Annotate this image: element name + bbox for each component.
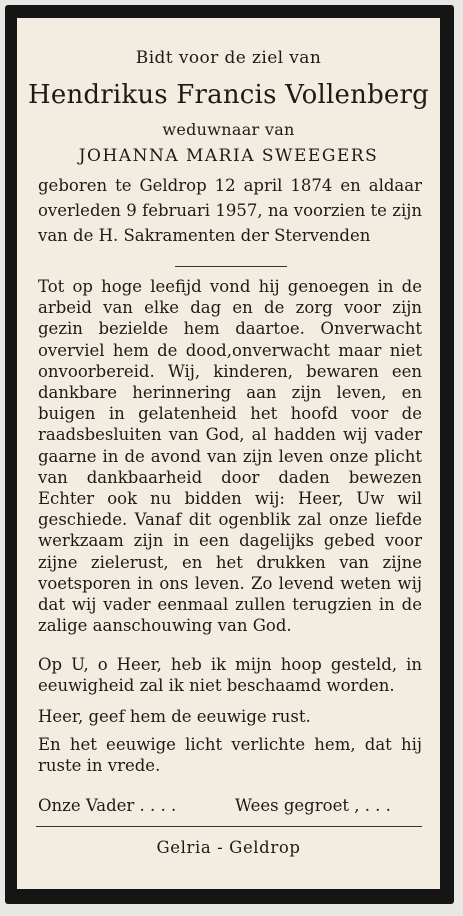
prayer-hail-mary: Wees gegroet , . . . <box>235 796 391 815</box>
rest-line: Heer, geef hem de eeuwige rust. <box>38 707 311 726</box>
short-divider <box>175 266 287 267</box>
card-heading: Bidt voor de ziel van <box>135 48 322 68</box>
light-line: En het eeuwige licht verlichte hem, dat hij ruste in vrede. <box>38 735 422 776</box>
long-divider <box>36 826 422 827</box>
life-details: geboren te Geldrop 12 april 1874 en aldaar overleden 9 februari 1957, na voorzien te zijn van de H. Sakramenten der Stervenden <box>38 176 422 245</box>
relation-line: weduwnaar van <box>162 120 295 139</box>
spouse-name: JOHANNA MARIA SWEEGERS <box>78 146 379 166</box>
memorial-card <box>17 18 440 889</box>
deceased-name: Hendrikus Francis Vollenberg <box>27 80 429 110</box>
printer-credit: Gelria - Geldrop <box>156 838 301 857</box>
prayer-our-father: Onze Vader . . . . <box>38 796 177 815</box>
memorial-paragraph: Tot op hoge leefijd vond hij genoegen in de arbeid van elke dag en de zorg voor zijn gezin bezielde hem daartoe. Onverwacht overviel hem de dood,onverwacht maar niet onvoorbereid. Wij, kinderen, bewaren een dankbare herinnering aan zijn leven, en buigen in gelatenheid het hoofd voor de raadsbesluiten van God, al hadden wij vader gaarne in de avond van zijn leven onze plicht van dankbaarheid door daden bewezen Echter ook nu bidden wij: Heer, Uw wil geschiede. Vanaf dit ogenblik zal onze liefde werkzaam zijn in een dagelijks gebed voor zijne zielerust, en het drukken van zijne voetsporen in ons leven. Zo levend weten wij dat wij vader eenmaal zullen terugzien in de zalige aanschouwing van God. <box>38 277 422 636</box>
prayer-verse: Op U, o Heer, heb ik mijn hoop gesteld, in eeuwigheid zal ik niet beschaamd worden. <box>38 655 422 696</box>
